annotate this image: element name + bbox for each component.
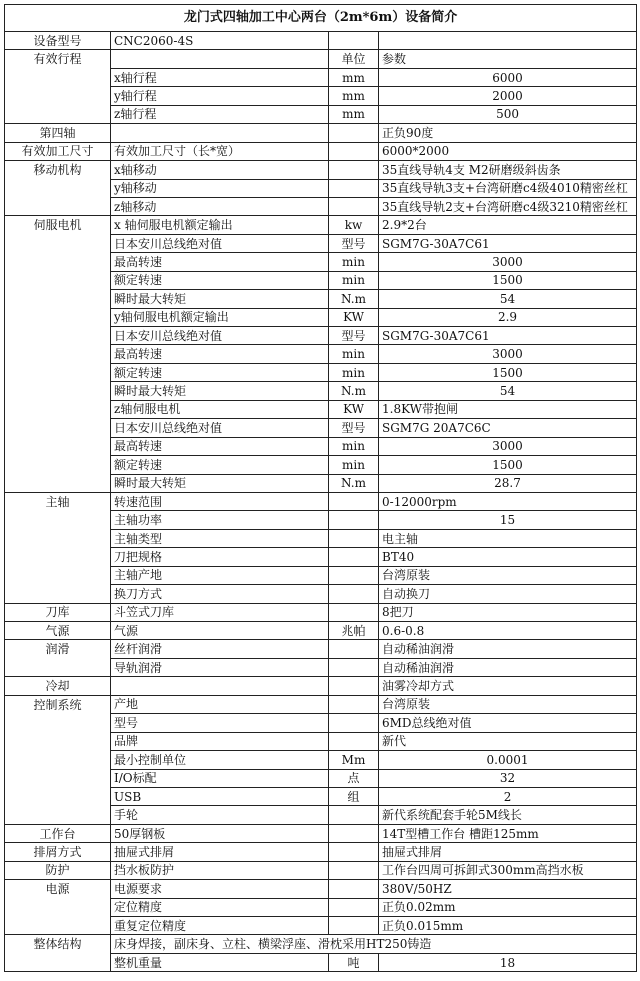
item-cell: 导轨润滑 bbox=[111, 658, 329, 676]
category-cell bbox=[5, 787, 111, 805]
table-row bbox=[5, 474, 637, 492]
value-cell: 自动稀油润滑 bbox=[379, 640, 637, 658]
table-row bbox=[5, 787, 637, 805]
table-row bbox=[5, 345, 637, 363]
item-cell: 日本安川总线绝对值 bbox=[111, 234, 329, 252]
unit-cell bbox=[329, 824, 379, 842]
value-cell: 正负0.02mm bbox=[379, 898, 637, 916]
table-row bbox=[5, 640, 637, 658]
item-cell: 床身焊接，副床身、立柱、横梁浮座、滑枕采用HT250铸造 bbox=[111, 935, 637, 953]
item-cell: 转速范围 bbox=[111, 492, 329, 510]
item-cell: 最高转速 bbox=[111, 437, 329, 455]
table-row bbox=[5, 843, 637, 861]
item-cell: 抽屉式排屑 bbox=[111, 843, 329, 861]
table-row bbox=[5, 714, 637, 732]
item-cell bbox=[111, 50, 329, 68]
unit-cell: min bbox=[329, 345, 379, 363]
value-cell: 2.9 bbox=[379, 308, 637, 326]
category-cell bbox=[5, 769, 111, 787]
unit-cell: kw bbox=[329, 216, 379, 234]
category-cell: 润滑 bbox=[5, 640, 111, 658]
table-row bbox=[5, 585, 637, 603]
item-cell: 日本安川总线绝对值 bbox=[111, 419, 329, 437]
table-row bbox=[5, 566, 637, 584]
value-cell: 35直线导轨3支+台湾研磨c4级4010精密丝杠 bbox=[379, 179, 637, 197]
table-row bbox=[5, 935, 637, 953]
unit-cell bbox=[329, 843, 379, 861]
unit-cell: min bbox=[329, 437, 379, 455]
item-cell: 主轴产地 bbox=[111, 566, 329, 584]
value-cell: 35直线导轨4支 M2研磨级斜齿条 bbox=[379, 161, 637, 179]
category-cell bbox=[5, 87, 111, 105]
unit-cell: Mm bbox=[329, 751, 379, 769]
item-cell: 瞬时最大转矩 bbox=[111, 290, 329, 308]
item-cell: 挡水板防护 bbox=[111, 861, 329, 879]
category-cell bbox=[5, 400, 111, 418]
category-cell bbox=[5, 714, 111, 732]
value-cell: 电主轴 bbox=[379, 529, 637, 547]
unit-cell bbox=[329, 695, 379, 713]
category-cell bbox=[5, 751, 111, 769]
category-cell: 冷却 bbox=[5, 677, 111, 695]
table-row bbox=[5, 68, 637, 86]
category-cell bbox=[5, 548, 111, 566]
category-cell: 设备型号 bbox=[5, 32, 111, 50]
value-cell: 500 bbox=[379, 105, 637, 123]
category-cell bbox=[5, 363, 111, 381]
value-cell: 3000 bbox=[379, 253, 637, 271]
value-cell: 0.6-0.8 bbox=[379, 622, 637, 640]
value-cell: 3000 bbox=[379, 437, 637, 455]
item-cell: 产地 bbox=[111, 695, 329, 713]
category-cell: 排屑方式 bbox=[5, 843, 111, 861]
table-row bbox=[5, 861, 637, 879]
unit-cell: 型号 bbox=[329, 234, 379, 252]
category-cell bbox=[5, 511, 111, 529]
table-title: 龙门式四轴加工中心两台（2m*6m）设备简介 bbox=[5, 5, 637, 32]
unit-cell bbox=[329, 511, 379, 529]
item-cell: z轴行程 bbox=[111, 105, 329, 123]
unit-cell bbox=[329, 603, 379, 621]
item-cell bbox=[111, 124, 329, 142]
item-cell bbox=[111, 677, 329, 695]
unit-cell bbox=[329, 124, 379, 142]
item-cell: 有效加工尺寸（长*宽） bbox=[111, 142, 329, 160]
category-cell: 整体结构 bbox=[5, 935, 111, 953]
category-cell bbox=[5, 732, 111, 750]
unit-cell: 型号 bbox=[329, 327, 379, 345]
table-row bbox=[5, 327, 637, 345]
value-cell: 2000 bbox=[379, 87, 637, 105]
category-cell: 主轴 bbox=[5, 492, 111, 510]
category-cell bbox=[5, 234, 111, 252]
unit-cell: min bbox=[329, 253, 379, 271]
item-cell: y轴行程 bbox=[111, 87, 329, 105]
category-cell: 电源 bbox=[5, 880, 111, 898]
value-cell: 28.7 bbox=[379, 474, 637, 492]
value-cell: 1500 bbox=[379, 271, 637, 289]
value-cell: 380V/50HZ bbox=[379, 880, 637, 898]
value-cell: 1500 bbox=[379, 456, 637, 474]
value-cell: 6MD总线绝对值 bbox=[379, 714, 637, 732]
category-cell bbox=[5, 529, 111, 547]
table-row bbox=[5, 32, 637, 50]
value-cell: 32 bbox=[379, 769, 637, 787]
item-cell: y轴伺服电机额定输出 bbox=[111, 308, 329, 326]
item-cell: 定位精度 bbox=[111, 898, 329, 916]
item-cell: 50厚钢板 bbox=[111, 824, 329, 842]
value-cell: 工作台四周可拆卸式300mm高挡水板 bbox=[379, 861, 637, 879]
unit-cell: KW bbox=[329, 400, 379, 418]
category-cell bbox=[5, 179, 111, 197]
unit-cell: mm bbox=[329, 105, 379, 123]
unit-cell bbox=[329, 179, 379, 197]
category-cell: 控制系统 bbox=[5, 695, 111, 713]
category-cell bbox=[5, 197, 111, 215]
value-cell: 54 bbox=[379, 290, 637, 308]
table-row bbox=[5, 511, 637, 529]
table-row bbox=[5, 308, 637, 326]
table-row bbox=[5, 382, 637, 400]
value-cell: 18 bbox=[379, 953, 637, 971]
table-row bbox=[5, 234, 637, 252]
item-cell: 额定转速 bbox=[111, 456, 329, 474]
unit-cell bbox=[329, 197, 379, 215]
table-row bbox=[5, 87, 637, 105]
category-cell: 移动机构 bbox=[5, 161, 111, 179]
value-cell: SGM7G-30A7C61 bbox=[379, 234, 637, 252]
value-cell: 0-12000rpm bbox=[379, 492, 637, 510]
value-cell: 自动稀油润滑 bbox=[379, 658, 637, 676]
table-row bbox=[5, 658, 637, 676]
category-cell: 刀库 bbox=[5, 603, 111, 621]
table-row bbox=[5, 603, 637, 621]
category-cell bbox=[5, 585, 111, 603]
table-row bbox=[5, 732, 637, 750]
table-row bbox=[5, 50, 637, 68]
table-row bbox=[5, 953, 637, 971]
value-cell: SGM7G-30A7C61 bbox=[379, 327, 637, 345]
item-cell: 主轴类型 bbox=[111, 529, 329, 547]
item-cell: z轴伺服电机 bbox=[111, 400, 329, 418]
value-cell: 35直线导轨2支+台湾研磨c4级3210精密丝杠 bbox=[379, 197, 637, 215]
table-row bbox=[5, 917, 637, 935]
table-row bbox=[5, 529, 637, 547]
value-cell: 台湾原装 bbox=[379, 695, 637, 713]
value-cell: 正负0.015mm bbox=[379, 917, 637, 935]
unit-cell: 兆帕 bbox=[329, 622, 379, 640]
value-cell: 正负90度 bbox=[379, 124, 637, 142]
unit-cell bbox=[329, 161, 379, 179]
unit-cell bbox=[329, 142, 379, 160]
item-cell: y轴移动 bbox=[111, 179, 329, 197]
table-row bbox=[5, 548, 637, 566]
category-cell bbox=[5, 105, 111, 123]
item-cell: 品牌 bbox=[111, 732, 329, 750]
table-row bbox=[5, 898, 637, 916]
table-row bbox=[5, 363, 637, 381]
value-cell: 15 bbox=[379, 511, 637, 529]
table-row bbox=[5, 806, 637, 824]
value-cell: 6000 bbox=[379, 68, 637, 86]
table-row bbox=[5, 124, 637, 142]
unit-cell: KW bbox=[329, 308, 379, 326]
value-cell: 0.0001 bbox=[379, 751, 637, 769]
category-cell bbox=[5, 456, 111, 474]
unit-cell bbox=[329, 640, 379, 658]
category-cell bbox=[5, 271, 111, 289]
category-cell bbox=[5, 345, 111, 363]
item-cell: 型号 bbox=[111, 714, 329, 732]
unit-cell: min bbox=[329, 271, 379, 289]
unit-cell bbox=[329, 898, 379, 916]
item-cell: z轴移动 bbox=[111, 197, 329, 215]
item-cell: 气源 bbox=[111, 622, 329, 640]
table-row bbox=[5, 197, 637, 215]
unit-cell bbox=[329, 917, 379, 935]
table-row bbox=[5, 142, 637, 160]
value-cell: 新代 bbox=[379, 732, 637, 750]
table-row bbox=[5, 492, 637, 510]
value-cell bbox=[379, 32, 637, 50]
unit-cell bbox=[329, 861, 379, 879]
unit-cell bbox=[329, 566, 379, 584]
category-cell: 工作台 bbox=[5, 824, 111, 842]
table-row bbox=[5, 437, 637, 455]
category-cell: 气源 bbox=[5, 622, 111, 640]
unit-cell: min bbox=[329, 456, 379, 474]
item-cell: 日本安川总线绝对值 bbox=[111, 327, 329, 345]
unit-cell: mm bbox=[329, 68, 379, 86]
item-cell: 刀把规格 bbox=[111, 548, 329, 566]
table-row bbox=[5, 253, 637, 271]
table-row bbox=[5, 161, 637, 179]
category-cell: 第四轴 bbox=[5, 124, 111, 142]
item-cell: 换刀方式 bbox=[111, 585, 329, 603]
item-cell: 整机重量 bbox=[111, 953, 329, 971]
value-cell: 6000*2000 bbox=[379, 142, 637, 160]
table-row bbox=[5, 216, 637, 234]
item-cell: CNC2060-4S bbox=[111, 32, 329, 50]
category-cell bbox=[5, 898, 111, 916]
value-cell: SGM7G 20A7C6C bbox=[379, 419, 637, 437]
table-row bbox=[5, 419, 637, 437]
item-cell: x轴行程 bbox=[111, 68, 329, 86]
item-cell: USB bbox=[111, 787, 329, 805]
table-row bbox=[5, 695, 637, 713]
category-cell bbox=[5, 327, 111, 345]
unit-cell: N.m bbox=[329, 474, 379, 492]
item-cell: 最高转速 bbox=[111, 345, 329, 363]
item-cell: 瞬时最大转矩 bbox=[111, 382, 329, 400]
unit-cell bbox=[329, 529, 379, 547]
unit-cell: N.m bbox=[329, 290, 379, 308]
spec-sheet bbox=[4, 4, 636, 972]
item-cell: 电源要求 bbox=[111, 880, 329, 898]
item-cell: 重复定位精度 bbox=[111, 917, 329, 935]
unit-cell bbox=[329, 548, 379, 566]
item-cell: 最高转速 bbox=[111, 253, 329, 271]
category-cell: 有效行程 bbox=[5, 50, 111, 68]
value-cell: 1500 bbox=[379, 363, 637, 381]
unit-cell: 组 bbox=[329, 787, 379, 805]
unit-cell: 吨 bbox=[329, 953, 379, 971]
item-cell: 瞬时最大转矩 bbox=[111, 474, 329, 492]
category-cell bbox=[5, 308, 111, 326]
item-cell: 斗笠式刀库 bbox=[111, 603, 329, 621]
item-cell: x 轴伺服电机额定输出 bbox=[111, 216, 329, 234]
unit-cell bbox=[329, 677, 379, 695]
value-cell: 8把刀 bbox=[379, 603, 637, 621]
table-row bbox=[5, 179, 637, 197]
item-cell: x轴移动 bbox=[111, 161, 329, 179]
unit-cell bbox=[329, 880, 379, 898]
category-cell bbox=[5, 68, 111, 86]
category-cell bbox=[5, 382, 111, 400]
unit-cell: 点 bbox=[329, 769, 379, 787]
value-cell: 台湾原装 bbox=[379, 566, 637, 584]
unit-cell: 单位 bbox=[329, 50, 379, 68]
value-cell: 新代系统配套手轮5M线长 bbox=[379, 806, 637, 824]
category-cell bbox=[5, 253, 111, 271]
table-row bbox=[5, 751, 637, 769]
item-cell: 最小控制单位 bbox=[111, 751, 329, 769]
category-cell bbox=[5, 419, 111, 437]
unit-cell bbox=[329, 492, 379, 510]
item-cell: 主轴功率 bbox=[111, 511, 329, 529]
unit-cell bbox=[329, 585, 379, 603]
table-row bbox=[5, 824, 637, 842]
unit-cell bbox=[329, 32, 379, 50]
value-cell: 抽屉式排屑 bbox=[379, 843, 637, 861]
table-row bbox=[5, 271, 637, 289]
category-cell bbox=[5, 290, 111, 308]
unit-cell bbox=[329, 732, 379, 750]
unit-cell: N.m bbox=[329, 382, 379, 400]
category-cell bbox=[5, 917, 111, 935]
value-cell: 14T型槽工作台 槽距125mm bbox=[379, 824, 637, 842]
category-cell: 防护 bbox=[5, 861, 111, 879]
category-cell bbox=[5, 437, 111, 455]
category-cell: 有效加工尺寸 bbox=[5, 142, 111, 160]
item-cell: 额定转速 bbox=[111, 363, 329, 381]
table-row bbox=[5, 290, 637, 308]
table-row bbox=[5, 456, 637, 474]
category-cell bbox=[5, 474, 111, 492]
value-cell: 油雾冷却方式 bbox=[379, 677, 637, 695]
category-cell bbox=[5, 806, 111, 824]
value-cell: 2 bbox=[379, 787, 637, 805]
category-cell bbox=[5, 953, 111, 971]
unit-cell bbox=[329, 714, 379, 732]
value-cell: 3000 bbox=[379, 345, 637, 363]
value-cell: BT40 bbox=[379, 548, 637, 566]
item-cell: I/O标配 bbox=[111, 769, 329, 787]
table-row bbox=[5, 880, 637, 898]
value-cell: 1.8KW带抱闸 bbox=[379, 400, 637, 418]
category-cell bbox=[5, 566, 111, 584]
item-cell: 丝杆润滑 bbox=[111, 640, 329, 658]
unit-cell: mm bbox=[329, 87, 379, 105]
table-row bbox=[5, 769, 637, 787]
table-row bbox=[5, 677, 637, 695]
unit-cell: min bbox=[329, 363, 379, 381]
value-cell: 自动换刀 bbox=[379, 585, 637, 603]
table-row bbox=[5, 400, 637, 418]
unit-cell bbox=[329, 658, 379, 676]
value-cell: 参数 bbox=[379, 50, 637, 68]
item-cell: 额定转速 bbox=[111, 271, 329, 289]
category-cell bbox=[5, 658, 111, 676]
title-row bbox=[5, 5, 637, 32]
unit-cell bbox=[329, 806, 379, 824]
category-cell: 伺服电机 bbox=[5, 216, 111, 234]
spec-table bbox=[4, 4, 637, 972]
value-cell: 54 bbox=[379, 382, 637, 400]
unit-cell: 型号 bbox=[329, 419, 379, 437]
value-cell: 2.9*2台 bbox=[379, 216, 637, 234]
table-row bbox=[5, 622, 637, 640]
item-cell: 手轮 bbox=[111, 806, 329, 824]
table-row bbox=[5, 105, 637, 123]
